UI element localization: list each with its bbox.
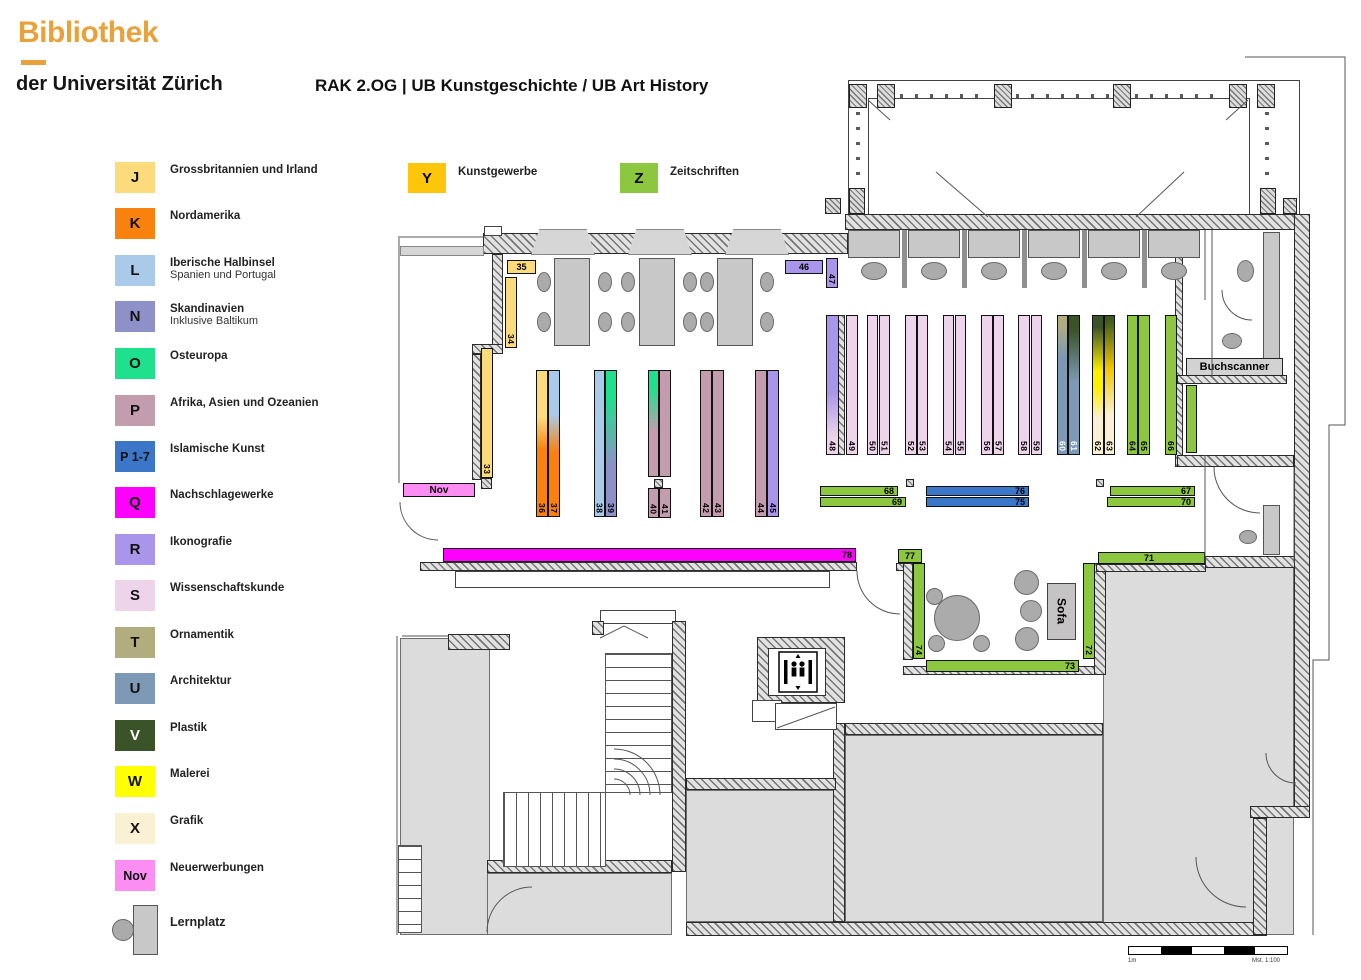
stair-landing-notch [600, 610, 676, 624]
shelf-73[interactable]: 73 [926, 660, 1079, 672]
shelf-55[interactable]: 55 [955, 315, 966, 455]
chair[interactable] [973, 635, 990, 652]
study-table[interactable] [554, 258, 590, 346]
swatch-y: Y [408, 163, 446, 193]
wall-center-left [833, 723, 845, 922]
wall-78 [420, 562, 857, 571]
chair[interactable] [598, 312, 612, 332]
shelf-51[interactable]: 51 [879, 315, 890, 455]
column [1260, 188, 1276, 214]
swatch-r: R [115, 534, 155, 565]
chair[interactable] [598, 272, 612, 292]
room-grey-mid [686, 790, 836, 922]
column-dots [856, 112, 860, 186]
column [1096, 479, 1104, 487]
wall-top-right [845, 214, 1305, 230]
column [877, 84, 895, 108]
shelf-61[interactable]: 61 [1068, 315, 1080, 455]
shelf-65[interactable]: 65 [1138, 315, 1150, 455]
shelf-35[interactable]: 35 [507, 260, 536, 274]
scale-seg [1224, 947, 1256, 954]
shelf-39[interactable]: 39 [605, 370, 617, 517]
armchair[interactable] [1015, 627, 1039, 651]
chair[interactable] [1239, 530, 1257, 544]
shelf-60[interactable]: 60 [1057, 315, 1068, 455]
buchscanner-desk[interactable] [1263, 232, 1280, 360]
shelf-68[interactable]: 68 [820, 486, 898, 496]
wall-71 [1096, 564, 1206, 572]
lernplatz-chair-icon [112, 919, 134, 941]
chair[interactable] [621, 312, 635, 332]
carrel-desk[interactable] [848, 230, 900, 258]
chair[interactable] [861, 262, 887, 280]
column-dots [1265, 112, 1269, 186]
swatch-u: U [115, 673, 155, 704]
wall-left-lower [472, 354, 481, 480]
carrel-desk[interactable] [908, 230, 960, 258]
carrel-divider [962, 230, 967, 288]
page-title: RAK 2.OG | UB Kunstgeschichte / UB Art History [315, 76, 709, 95]
buchscanner-label: Buchscanner [1186, 358, 1283, 376]
chair[interactable] [1161, 262, 1187, 280]
shelf-34[interactable]: 34 [505, 277, 517, 348]
shelf-77[interactable]: 77 [898, 549, 922, 563]
shelf-59[interactable]: 59 [1031, 315, 1042, 455]
door-arc [857, 571, 900, 614]
shelf-44[interactable]: 44 [755, 370, 767, 517]
shelf-48[interactable]: 48 [826, 315, 839, 455]
study-table[interactable] [639, 258, 675, 346]
chair[interactable] [1041, 262, 1067, 280]
carrel-divider [1142, 230, 1147, 288]
shelf-70[interactable]: 70 [1107, 497, 1195, 507]
brand-subtitle: der Universität Zürich [16, 73, 223, 95]
scale-right-label: Mst. 1:100 [1252, 958, 1281, 964]
swatch-l: L [115, 255, 155, 286]
shelf-42[interactable]: 42 [700, 370, 712, 517]
elevator-icon[interactable] [778, 651, 818, 693]
brand-dash [21, 60, 46, 65]
swatch-p: P [115, 395, 155, 426]
door-arc [400, 502, 438, 540]
chair[interactable] [537, 312, 551, 332]
swatch-nov: Nov [115, 860, 155, 891]
room-grey-center [845, 735, 1103, 922]
carrel-desk[interactable] [968, 230, 1020, 258]
scale-left-label: 1m [1128, 958, 1137, 964]
chair[interactable] [760, 312, 774, 332]
sofa[interactable]: Sofa [1047, 583, 1076, 640]
wall-buchscanner-bottom [1177, 375, 1287, 384]
shelf-56[interactable]: 56 [981, 315, 993, 455]
door-arc [1222, 290, 1252, 320]
swatch-z: Z [620, 163, 658, 193]
shelf-49[interactable]: 49 [846, 315, 858, 455]
wall-sofa-right [1094, 563, 1106, 675]
shelf-37[interactable]: 37 [548, 370, 560, 517]
swatch-w: W [115, 766, 155, 797]
window-bay [628, 229, 692, 255]
column [1113, 84, 1131, 108]
shelf-nov[interactable]: Nov [403, 483, 475, 497]
column [1257, 84, 1275, 108]
shelf-69[interactable]: 69 [820, 497, 906, 507]
stairs-upper-flight[interactable] [605, 653, 672, 793]
carrel-divider [1022, 230, 1027, 288]
wall-right-lower [1253, 818, 1267, 935]
column [825, 198, 841, 214]
shelf-50[interactable]: 50 [867, 315, 878, 455]
shelf-71[interactable]: 71 [1098, 552, 1205, 564]
atrium-inner [868, 98, 1250, 215]
wall-sofa-left [903, 563, 913, 660]
chair[interactable] [700, 272, 714, 292]
wall-right-outer [1294, 214, 1310, 818]
wall-strip-48 [838, 315, 845, 455]
scale-seg [1255, 947, 1287, 954]
shelf-57[interactable]: 57 [993, 315, 1004, 455]
ceiling-recess [455, 571, 830, 588]
chair[interactable] [760, 272, 774, 292]
column [1229, 84, 1247, 108]
brand-title: Bibliothek [18, 16, 159, 49]
shelf-53[interactable]: 53 [917, 315, 928, 455]
wall-left-upper [492, 254, 503, 348]
shelf-62[interactable]: 62 [1092, 315, 1104, 455]
shelf-unnumbered[interactable] [1186, 385, 1197, 453]
swatch-q: Q [115, 487, 155, 518]
shelf-33[interactable]: 33 [481, 348, 493, 478]
column-dots [900, 94, 990, 98]
shelf-40[interactable]: 40 [648, 488, 659, 518]
shaft-room [775, 703, 837, 730]
chair[interactable] [981, 262, 1007, 280]
scale-seg [1192, 947, 1224, 954]
shelf-43[interactable]: 43 [712, 370, 724, 517]
shelf-58[interactable]: 58 [1018, 315, 1030, 455]
legend-y-label: Kunstgewerbe [458, 166, 538, 178]
chair[interactable] [537, 272, 551, 292]
shelf-38[interactable]: 38 [594, 370, 605, 517]
carrel-desk[interactable] [1088, 230, 1140, 258]
carrel-desk[interactable] [1148, 230, 1200, 258]
scale-seg [1161, 947, 1193, 954]
shelf-36[interactable]: 36 [536, 370, 548, 517]
wall-right-seg [1205, 556, 1304, 568]
shelf-74[interactable]: 74 [913, 563, 925, 659]
scale-seg [1129, 947, 1161, 954]
shelf-63[interactable]: 63 [1104, 315, 1115, 455]
door-notch [484, 226, 502, 236]
chair[interactable] [926, 588, 943, 605]
armchair[interactable] [1014, 570, 1039, 595]
shelf-75[interactable]: 75 [926, 497, 1029, 507]
stairs-small-left[interactable] [398, 845, 422, 933]
armchair[interactable] [1020, 600, 1042, 622]
shelf-52[interactable]: 52 [905, 315, 917, 455]
chair[interactable] [621, 272, 635, 292]
column [994, 84, 1012, 108]
swatch-t: T [115, 627, 155, 658]
lernplatz-label: Lernplatz [170, 915, 226, 929]
column [1283, 198, 1297, 214]
stair-direction-chevron [600, 626, 648, 638]
column [849, 84, 867, 108]
chair[interactable] [683, 272, 697, 292]
shelf-64[interactable]: 64 [1127, 315, 1138, 455]
shelf-47[interactable]: 47 [826, 258, 838, 288]
shelf-66[interactable]: 66 [1165, 315, 1177, 455]
column-dots [1016, 94, 1109, 98]
swatch-v: V [115, 720, 155, 751]
shelf-46[interactable]: 46 [785, 260, 823, 274]
shelf-67[interactable]: 67 [1110, 486, 1195, 496]
wall-stair-topleft [448, 634, 510, 650]
carrel-divider [1082, 230, 1087, 288]
swatch-s: S [115, 580, 155, 611]
column [481, 478, 492, 489]
shelf-54[interactable]: 54 [943, 315, 954, 455]
window-bay [725, 229, 789, 255]
shelf-78[interactable]: 78 [443, 548, 856, 562]
shelf-40-upper[interactable] [648, 370, 659, 477]
chair[interactable] [683, 312, 697, 332]
wall-mid-top [686, 778, 836, 790]
column [654, 479, 663, 488]
swatch-p17: P 1-7 [115, 441, 155, 472]
column-dots [1135, 94, 1225, 98]
swatch-k: K [115, 208, 155, 239]
door-arc [1214, 467, 1260, 513]
legend-z-label: Zeitschriften [670, 166, 740, 178]
wall-stair-right [672, 621, 686, 872]
swatch-o: O [115, 348, 155, 379]
column [906, 479, 914, 487]
wall-room-divider-2 [1177, 455, 1294, 467]
carrel-divider [902, 230, 907, 288]
chair[interactable] [1237, 260, 1254, 282]
study-table[interactable] [717, 258, 753, 346]
lernplatz-desk-icon [133, 905, 158, 955]
wall-bottom [686, 922, 1267, 936]
column [849, 188, 865, 214]
swatch-x: X [115, 813, 155, 844]
stairs-lower-flight[interactable] [503, 792, 606, 867]
shelf-76[interactable]: 76 [926, 486, 1029, 496]
shelf-41-upper[interactable] [659, 370, 671, 477]
chair[interactable] [921, 262, 947, 280]
room-grey-below-stairs [487, 873, 672, 935]
swatch-n: N [115, 301, 155, 332]
shelf-41[interactable]: 41 [659, 488, 671, 518]
chair[interactable] [1101, 262, 1127, 280]
swatch-j: J [115, 162, 155, 193]
shelf-72[interactable]: 72 [1083, 563, 1095, 659]
window-sill [400, 246, 484, 256]
chair[interactable] [1222, 333, 1242, 349]
carrel-desk[interactable] [1028, 230, 1080, 258]
chair[interactable] [928, 635, 945, 652]
wall-step-br [1250, 806, 1310, 818]
wall-center-top [845, 723, 1103, 735]
shelf-45[interactable]: 45 [767, 370, 779, 517]
chair[interactable] [700, 312, 714, 332]
wall-stair-col [592, 621, 604, 635]
desk[interactable] [1263, 505, 1280, 555]
window-bay [531, 229, 595, 255]
